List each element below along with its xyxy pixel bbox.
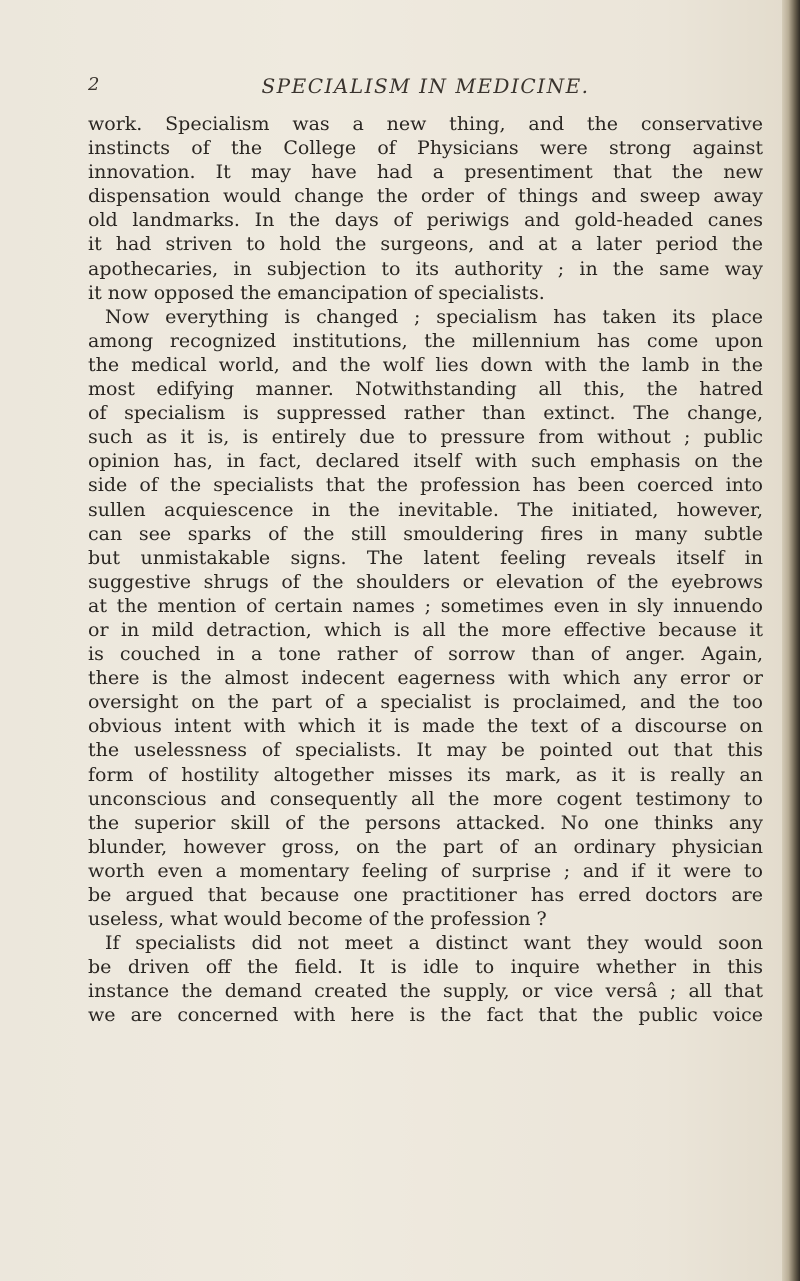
text-line: most edifying manner. Notwithstanding all this, the hatred	[88, 378, 763, 401]
text-line: it now opposed the emancipation of specialists.	[88, 281, 545, 304]
text-line: work. Specialism was a new thing, and the conservative	[88, 113, 763, 135]
text-line: we are concerned with here is the fact that the public voice	[88, 1004, 763, 1027]
text-line: the medical world, and the wolf lies down with the lamb in the	[88, 353, 763, 376]
text-line: Now everything is changed ; specialism has taken its place	[105, 305, 763, 328]
text-line: can see sparks of the still smouldering fires in many subtle	[88, 522, 763, 545]
text-line: at the mention of certain names ; sometimes even in sly innuendo	[88, 594, 763, 617]
text-line: it had striven to hold the surgeons, and at a later period the	[88, 233, 763, 256]
running-head: SPECIALISM IN MEDICINE.	[261, 74, 590, 98]
text-line: old landmarks. In the days of periwigs and gold-headed canes	[88, 209, 763, 232]
text-line: or in mild detraction, which is all the more effective because it	[88, 618, 763, 641]
text-line: opinion has, in fact, declared itself with such emphasis on the	[88, 450, 763, 473]
page-header	[88, 74, 763, 106]
text-line: obvious intent with which it is made the text of a discourse on	[88, 715, 763, 738]
text-line: but unmistakable signs. The latent feeling reveals itself in	[88, 546, 763, 569]
text-line: of specialism is suppressed rather than extinct. The change,	[88, 402, 763, 425]
text-line: side of the specialists that the profession has been coerced into	[88, 474, 763, 497]
text-line: such as it is, is entirely due to pressure from without ; public	[88, 426, 763, 449]
text-line: dispensation would change the order of things and sweep away	[88, 185, 763, 208]
body-text	[88, 112, 763, 1028]
text-line: oversight on the part of a specialist is proclaimed, and the too	[88, 691, 763, 714]
page-number: 2	[88, 74, 100, 95]
text-line: sullen acquiescence in the inevitable. The initiated, however,	[88, 498, 763, 521]
text-line: the uselessness of specialists. It may be pointed out that this	[88, 739, 763, 762]
text-line: there is the almost indecent eagerness with which any error or	[88, 667, 763, 690]
text-line: unconscious and consequently all the more cogent testimony to	[88, 787, 763, 810]
text-line: innovation. It may have had a presentiment that the new	[88, 161, 763, 184]
text-line: form of hostility altogether misses its mark, as it is really an	[88, 763, 763, 786]
text-line: blunder, however gross, on the part of an ordinary physician	[88, 835, 763, 858]
text-line: be argued that because one practitioner has erred doctors are	[88, 884, 763, 906]
text-line: instincts of the College of Physicians were strong against	[88, 137, 763, 160]
book-spine-edge	[782, 0, 800, 1281]
text-line: If specialists did not meet a distinct want they would soon	[105, 932, 763, 955]
text-line: among recognized institutions, the millennium has come upon	[88, 329, 763, 352]
text-line: is couched in a tone rather of sorrow than of anger. Again,	[88, 643, 763, 666]
text-line: be driven off the field. It is idle to inquire whether in this	[88, 956, 763, 979]
text-line: worth even a momentary feeling of surprise ; and if it were to	[88, 859, 763, 882]
text-line: suggestive shrugs of the shoulders or elevation of the eyebrows	[88, 570, 763, 593]
text-line: the superior skill of the persons attacked. No one thinks any	[88, 811, 763, 834]
text-line: apothecaries, in subjection to its authority ; in the same way	[88, 257, 763, 280]
text-line: instance the demand created the supply, or vice versâ ; all that	[88, 980, 763, 1003]
text-line: useless, what would become of the profession ?	[88, 908, 547, 931]
